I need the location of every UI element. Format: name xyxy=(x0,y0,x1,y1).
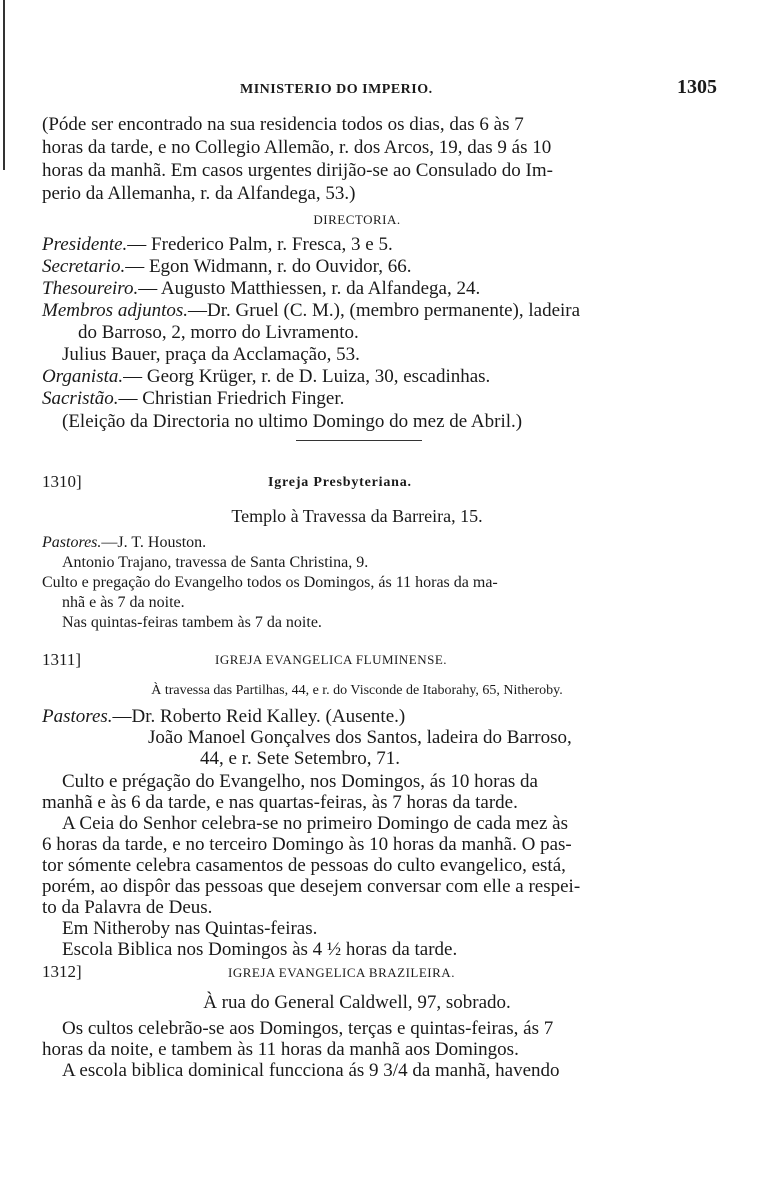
directoria-entry xyxy=(42,366,490,388)
entry-text: — Georg Krüger, r. de D. Luiza, 30, escadinhas. xyxy=(123,366,491,387)
directoria-entry xyxy=(42,300,580,322)
page-header-title: MINISTERIO DO IMPERIO. xyxy=(240,82,433,97)
intro-line: horas da manhã. Em casos urgentes dirijão-se ao Consulado do Im- xyxy=(42,160,553,181)
entry-role: Organista. xyxy=(42,366,124,387)
directoria-heading: DIRECTORIA. xyxy=(313,212,401,227)
section-title: Igreja Presbyteriana. xyxy=(268,475,412,490)
intro-line: horas da tarde, e no Collegio Allemão, r. dos Arcos, 19, das 9 ás 10 xyxy=(42,137,552,158)
text-line: A Ceia do Senhor celebra-se no primeiro Domingo de cada mez às xyxy=(62,813,568,834)
entry-text: — Christian Friedrich Finger. xyxy=(118,388,345,409)
text-line: Os cultos celebrão-se aos Domingos, terças e quintas-feiras, ás 7 xyxy=(62,1018,554,1039)
text-line: horas da noite, e tambem às 11 horas da manhã aos Domingos. xyxy=(42,1039,519,1060)
pastors-line xyxy=(42,706,405,728)
pastor-name: —J. T. Houston. xyxy=(101,534,207,551)
pastors-line xyxy=(42,532,206,554)
section-number: 1311] xyxy=(42,650,82,669)
text-line: tor sómente celebra casamentos de pessoas do culto evangelico, está, xyxy=(42,855,566,876)
section-divider xyxy=(296,440,422,441)
pastor-line: Antonio Trajano, travessa de Santa Christina, 9. xyxy=(62,554,369,571)
pastor-line: 44, e r. Sete Setembro, 71. xyxy=(200,748,400,769)
directoria-entry xyxy=(42,278,480,300)
text-line: A escola biblica dominical funcciona ás 9 3/4 da manhã, havendo xyxy=(62,1060,560,1081)
directoria-entry xyxy=(42,388,344,410)
text-line: porém, ao dispôr das pessoas que desejem conversar com elle a respei- xyxy=(42,876,581,897)
directoria-continuation: do Barroso, 2, morro do Livramento. xyxy=(78,322,359,343)
text-line: Nas quintas-feiras tambem às 7 da noite. xyxy=(62,614,322,631)
directoria-note: (Eleição da Directoria no ultimo Domingo do mez de Abril.) xyxy=(62,411,523,432)
pastors-label: Pastores. xyxy=(42,706,113,727)
text-line: Em Nitheroby nas Quintas-feiras. xyxy=(62,918,318,939)
pastor-name: —Dr. Roberto Reid Kalley. (Ausente.) xyxy=(112,706,406,727)
section-address: Templo à Travessa da Barreira, 15. xyxy=(231,506,483,526)
directoria-entry xyxy=(42,234,393,256)
text-line: 6 horas da tarde, e no terceiro Domingo às 10 horas da manhã. O pas- xyxy=(42,834,572,855)
text-line: to da Palavra de Deus. xyxy=(42,897,213,918)
pastor-line: João Manoel Gonçalves dos Santos, ladeira do Barroso, xyxy=(148,727,572,748)
section-title: IGREJA EVANGELICA BRAZILEIRA. xyxy=(228,965,455,980)
directoria-entry xyxy=(42,256,411,278)
section-address: À rua do General Caldwell, 97, sobrado. xyxy=(203,992,511,1013)
entry-role: Secretario. xyxy=(42,256,126,277)
entry-text: — Augusto Matthiessen, r. da Alfandega, 24. xyxy=(138,278,481,299)
section-address: À travessa das Partilhas, 44, e r. do Visconde de Itaborahy, 65, Nitheroby. xyxy=(151,683,563,698)
binding-edge xyxy=(3,0,5,170)
section-number: 1312] xyxy=(42,962,82,981)
entry-role: Sacristão. xyxy=(42,388,119,409)
intro-line: perio da Allemanha, r. da Alfandega, 53.) xyxy=(42,183,356,204)
text-line: Culto e prégação do Evangelho, nos Domingos, ás 10 horas da xyxy=(62,771,538,792)
directoria-continuation: Julius Bauer, praça da Acclamação, 53. xyxy=(62,344,360,365)
intro-line: (Póde ser encontrado na sua residencia todos os dias, das 6 às 7 xyxy=(42,114,524,135)
text-line: Culto e pregação do Evangelho todos os Domingos, ás 11 horas da ma- xyxy=(42,574,498,591)
text-line: manhã e às 6 da tarde, e nas quartas-feiras, às 7 horas da tarde. xyxy=(42,792,518,813)
entry-role: Presidente. xyxy=(42,234,128,255)
pastors-label: Pastores. xyxy=(42,534,102,551)
text-line: nhã e às 7 da noite. xyxy=(62,594,185,611)
entry-role: Membros adjuntos. xyxy=(42,300,189,321)
section-title: IGREJA EVANGELICA FLUMINENSE. xyxy=(215,652,448,667)
entry-text: — Frederico Palm, r. Fresca, 3 e 5. xyxy=(127,234,393,255)
page-number: 1305 xyxy=(677,76,717,98)
section-number: 1310] xyxy=(42,472,82,491)
entry-text: — Egon Widmann, r. do Ouvidor, 66. xyxy=(125,256,412,277)
text-line: Escola Biblica nos Domingos às 4 ½ horas da tarde. xyxy=(62,939,458,960)
entry-role: Thesoureiro. xyxy=(42,278,139,299)
entry-text: —Dr. Gruel (C. M.), (membro permanente), ladeira xyxy=(188,300,581,321)
